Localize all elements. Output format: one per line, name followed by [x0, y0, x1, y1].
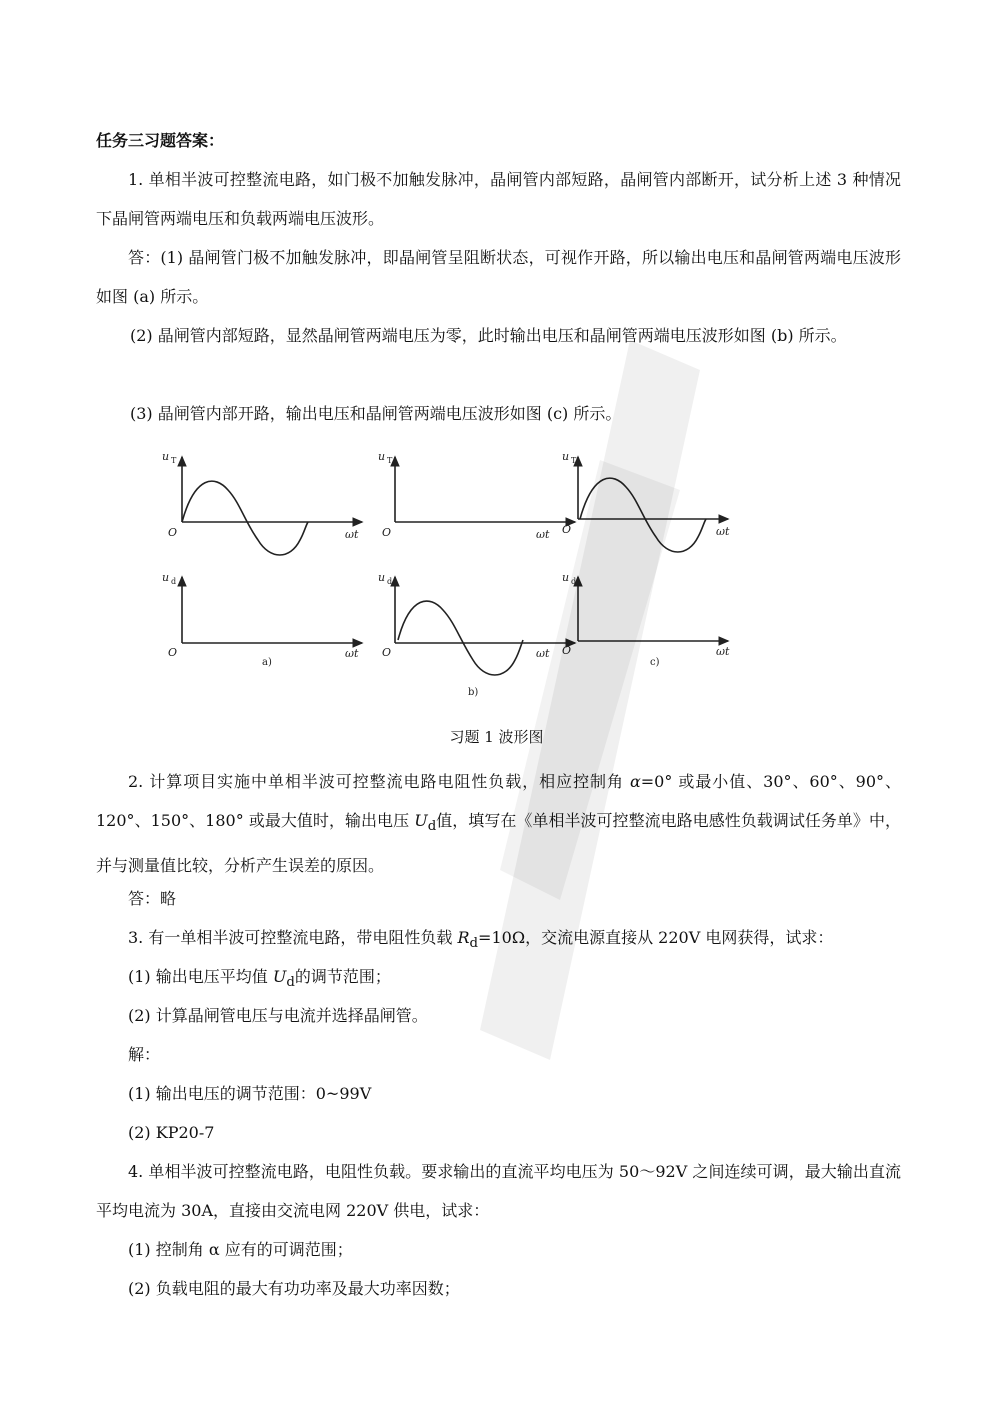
- x-axis-label: ωt: [716, 645, 730, 658]
- axis-sub-ud-a: d: [171, 577, 177, 586]
- question-3: 3. 有一单相半波可控整流电路，带电阻性负载 $R_d=10\Omega$，交流电源直接从 220V 电网获得，试求：: [128, 928, 834, 952]
- question-4: 4. 单相半波可控整流电路，电阻性负载。要求输出的直流平均电压为 50～92V 之间连续可调，最大输出直流平均电流为 30A，直接由交流电网 220V 供电，试求：: [96, 1162, 901, 1220]
- waveform-a-ut: [182, 481, 308, 555]
- section-heading: 任务三习题答案：: [96, 131, 225, 150]
- answer-1-part-1: 答：(1) 晶闸管门极不加触发脉冲，即晶闸管呈阻断状态，可视作开路，所以输出电压和晶闸管两端电压波形如图 (a) 所示。: [96, 248, 901, 306]
- subfigure-label-a: a): [262, 657, 272, 668]
- waveform-b-ud: [398, 601, 523, 675]
- question-4-item-1: (1) 控制角 α 应有的可调范围；: [128, 1240, 353, 1259]
- subfigure-label-b: b): [468, 687, 479, 698]
- origin-label: O: [168, 526, 178, 539]
- origin-label: O: [382, 526, 392, 539]
- origin-label: O: [168, 646, 178, 659]
- x-axis-label: ωt: [716, 525, 730, 538]
- axis-sub-ut-b: T: [387, 456, 393, 465]
- axis-label-ud-c: u: [562, 571, 570, 584]
- answer-1-part-2: (2) 晶闸管内部短路，显然晶闸管两端电压为零，此时输出电压和晶闸管两端电压波形如图 (b) 所示。: [130, 326, 847, 345]
- figure-caption: 习题 1 波形图: [449, 728, 544, 746]
- x-axis-label: ωt: [536, 528, 550, 541]
- axis-sub-ud-c: d: [571, 577, 577, 586]
- question-3-item-2: (2) 计算晶闸管电压与电流并选择晶闸管。: [128, 1006, 428, 1025]
- axis-label-ut-b: u: [378, 450, 386, 463]
- origin-label: O: [562, 523, 572, 536]
- axis-label-ud-a: u: [162, 571, 170, 584]
- axis-label-ud-b: u: [378, 571, 386, 584]
- solution-3-item-1: (1) 输出电压的调节范围：0~99V: [128, 1084, 372, 1103]
- x-axis-label: ωt: [345, 528, 359, 541]
- axis-sub-ud-b: d: [387, 577, 393, 586]
- x-axis-label: ωt: [536, 647, 550, 660]
- waveform-figure: [150, 445, 750, 705]
- question-3-item-1: (1) 输出电压平均值 $U_d$的调节范围；: [128, 967, 391, 991]
- question-1: 1. 单相半波可控整流电路，如门极不加触发脉冲，晶闸管内部短路，晶闸管内部断开，试分析上述 3 种情况下晶闸管两端电压和负载两端电压波形。: [96, 170, 901, 228]
- solution-3-label: 解：: [128, 1045, 161, 1064]
- axis-sub-ut-a: T: [171, 456, 177, 465]
- answer-2: 答：略: [128, 889, 177, 908]
- axis-sub-ut-c: T: [571, 456, 577, 465]
- origin-label: O: [562, 644, 572, 657]
- axis-label-ut-c: u: [562, 450, 570, 463]
- solution-3-item-2: (2) KP20-7: [128, 1123, 215, 1142]
- waveform-c-ut: [580, 478, 706, 552]
- question-2: 2. 计算项目实施中单相半波可控整流电路电阻性负载，相应控制角 α=0° 或最小值、30°、60°、90°、120°、150°、180° 或最大值时，输出电压 $U_d$值，填写在《单相半波可控整流电路电感性负载调试任务单》中，并与测量值比较，分析产生误差的原因。: [96, 772, 901, 876]
- axis-label-ut-a: u: [162, 450, 170, 463]
- answer-1-part-3: (3) 晶闸管内部开路，输出电压和晶闸管两端电压波形如图 (c) 所示。: [130, 404, 622, 423]
- origin-label: O: [382, 646, 392, 659]
- subfigure-label-c: c): [650, 657, 660, 668]
- question-4-item-2: (2) 负载电阻的最大有功功率及最大功率因数；: [128, 1279, 460, 1298]
- x-axis-label: ωt: [345, 647, 359, 660]
